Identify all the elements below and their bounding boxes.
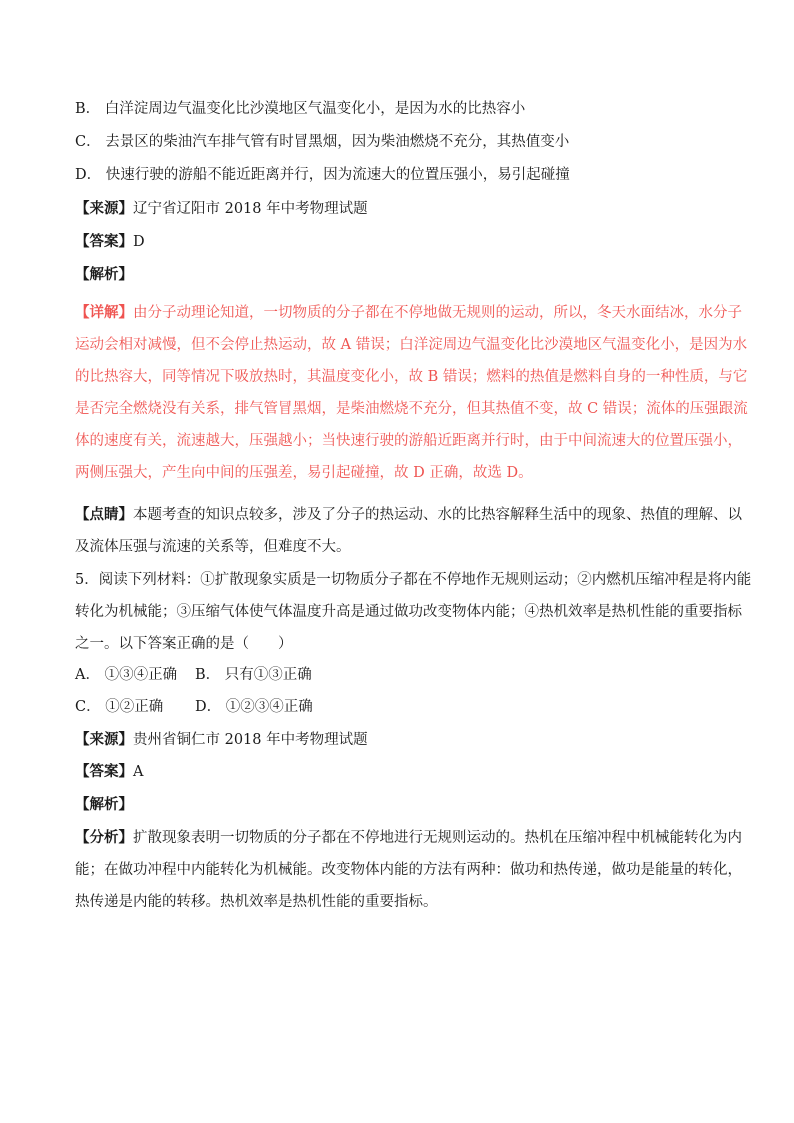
q5-stem-line-1: 5．阅读下列材料：①扩散现象实质是一切物质分子都在不停地作无规则运动；②内燃机压缩冲程是将内能 [75, 572, 752, 588]
comment-tag: 【点睛】 [75, 506, 133, 523]
q5-stem-line-2: 转化为机械能；③压缩气体使气体温度升高是通过做功改变物体内能；④热机效率是热机性能的重要指标 [75, 604, 742, 620]
q4-analysis-heading: 【解析】 [75, 266, 133, 283]
q4-detail-line-5: 体的速度有关，流速越大，压强越小；当快速行驶的游船近距离并行时，由于中间流速大的位置压强小， [75, 433, 742, 449]
q4-answer [75, 232, 145, 252]
q5-option-b: B． 只有①③正确 [195, 667, 312, 683]
q4-detail-line-4: 是否完全燃烧没有关系，排气管冒黑烟，是柴油燃烧不充分，但其热值不变，故 C 错误；流体的压强跟流 [75, 401, 748, 417]
q5-analysis-heading: 【解析】 [75, 796, 133, 813]
q4-detail-line-6: 两侧压强大，产生向中间的压强差，易引起碰撞，故 D 正确，故选 D。 [75, 465, 533, 481]
q4-option-d: D． 快速行驶的游船不能近距离并行，因为流速大的位置压强小，易引起碰撞 [75, 167, 570, 183]
q4-detail-line-2: 运动会相对减慢，但不会停止热运动，故 A 错误；白洋淀周边气温变化比沙漠地区气温变化小，是因为水 [75, 337, 748, 353]
answer-tag: 【答案】 [75, 233, 133, 250]
q5-analysis-line-2: 能；在做功冲程中内能转化为机械能。改变物体内能的方法有两种：做功和热传递，做功是能量的转化， [75, 862, 742, 878]
q5-answer [75, 762, 143, 782]
q5-options-row-1 [75, 665, 312, 685]
q4-source [75, 199, 368, 219]
q5-stem-line-3: 之一。以下答案正确的是（ ） [75, 636, 293, 652]
detail-text: 由分子动理论知道，一切物质的分子都在不停地做无规则的运动，所以，冬天水面结冰，水分子 [133, 305, 742, 321]
source-tag: 【来源】 [75, 731, 133, 748]
q4-comment-line-2: 及流体压强与流速的关系等，但难度不大。 [75, 539, 351, 555]
analysis-tag: 【分析】 [75, 829, 133, 846]
comment-text: 本题考查的知识点较多，涉及了分子的热运动、水的比热容解释生活中的现象、热值的理解、以 [133, 507, 742, 523]
q4-detail-line-3: 的比热容大，同等情况下吸放热时，其温度变化小，故 B 错误；燃料的热值是燃料自身的一种性质，与它 [75, 369, 748, 385]
q5-option-a: A． ①③④正确 [75, 667, 178, 683]
source-text: 辽宁省辽阳市 2018 年中考物理试题 [133, 201, 368, 217]
answer-text: D [133, 234, 145, 250]
detail-tag: 【详解】 [75, 304, 133, 321]
q4-option-b: B． 白洋淀周边气温变化比沙漠地区气温变化小，是因为水的比热容小 [75, 101, 526, 117]
q5-options-row-2 [75, 697, 313, 717]
answer-tag: 【答案】 [75, 763, 133, 780]
q5-analysis-line-1 [75, 828, 742, 848]
q5-source [75, 730, 368, 750]
q5-option-d: D． ①②③④正确 [195, 699, 313, 715]
q5-option-c: C． ①②正确 [75, 699, 164, 715]
q4-comment-line-1 [75, 505, 742, 525]
answer-text: A [133, 764, 144, 780]
source-tag: 【来源】 [75, 200, 133, 217]
q4-detail-line-1 [75, 303, 742, 323]
source-text: 贵州省铜仁市 2018 年中考物理试题 [133, 732, 368, 748]
q5-analysis-line-3: 热传递是内能的转移。热机效率是热机性能的重要指标。 [75, 894, 438, 910]
analysis-text: 扩散现象表明一切物质的分子都在不停地进行无规则运动的。热机在压缩冲程中机械能转化为内 [133, 830, 742, 846]
q4-option-c: C． 去景区的柴油汽车排气管有时冒黑烟，因为柴油燃烧不充分，其热值变小 [75, 134, 570, 150]
